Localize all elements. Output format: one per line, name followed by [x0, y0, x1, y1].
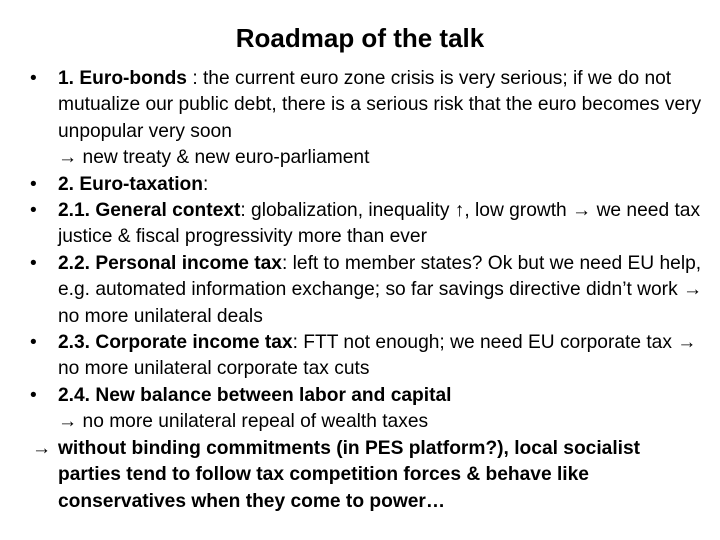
bullet-dot: •	[30, 68, 37, 89]
conclusion-text: without binding commitments (in PES platform?), local socialist parties tend to follow tax competition forces & behave like conservatives when they come to power…	[58, 437, 641, 512]
slide-body	[26, 66, 706, 515]
bullet-lead: 2. Euro-taxation	[58, 173, 203, 195]
bullet-text: : FTT not enough; we need EU corporate tax → no more unilateral corporate tax cuts	[58, 332, 697, 380]
bullet-dot: •	[30, 200, 37, 222]
bullet-dot: •	[30, 173, 37, 195]
bullet-corporate-income-tax	[26, 330, 706, 383]
bullet-lead: 2.4. New balance between labor and capital	[58, 384, 452, 406]
bullet-general-context	[26, 198, 706, 251]
bullet-euro-bonds	[26, 66, 706, 172]
bullet-arrow-line: → no more unilateral repeal of wealth taxes	[58, 411, 429, 433]
bullet-text: :	[203, 173, 209, 195]
bullet-lead: 2.3. Corporate income tax	[58, 332, 293, 354]
bullet-lead: 2.2. Personal income tax	[58, 252, 282, 274]
bullet-personal-income-tax	[26, 251, 706, 330]
arrow-icon: →	[32, 437, 52, 459]
bullet-lead: 2.1. General context	[58, 200, 241, 222]
bullet-dot: •	[30, 252, 37, 274]
bullet-dot: •	[30, 384, 37, 406]
bullet-text: : globalization, inequality ↑, low growth → we need tax justice & fiscal progressivity more than ever	[58, 200, 701, 248]
bullet-text: : left to member states? Ok but we need EU help, e.g. automated information exchange; so far savings directive didn’t work → no more unilateral deals	[58, 252, 703, 327]
slide-title: Roadmap of the talk	[235, 23, 485, 53]
bullet-lead: 1. Euro-bonds	[58, 68, 187, 89]
bullet-dot: •	[30, 332, 37, 354]
bullet-labor-capital	[26, 383, 706, 436]
bullet-arrow-line: → new treaty & new euro-parliament	[58, 147, 370, 169]
bullet-text: : the current euro zone crisis is very serious; if we do not mutualize our public debt, there is a serious risk that the euro becomes very unpopular very soon	[58, 68, 702, 142]
bullet-euro-taxation	[26, 172, 706, 198]
conclusion	[26, 436, 706, 515]
